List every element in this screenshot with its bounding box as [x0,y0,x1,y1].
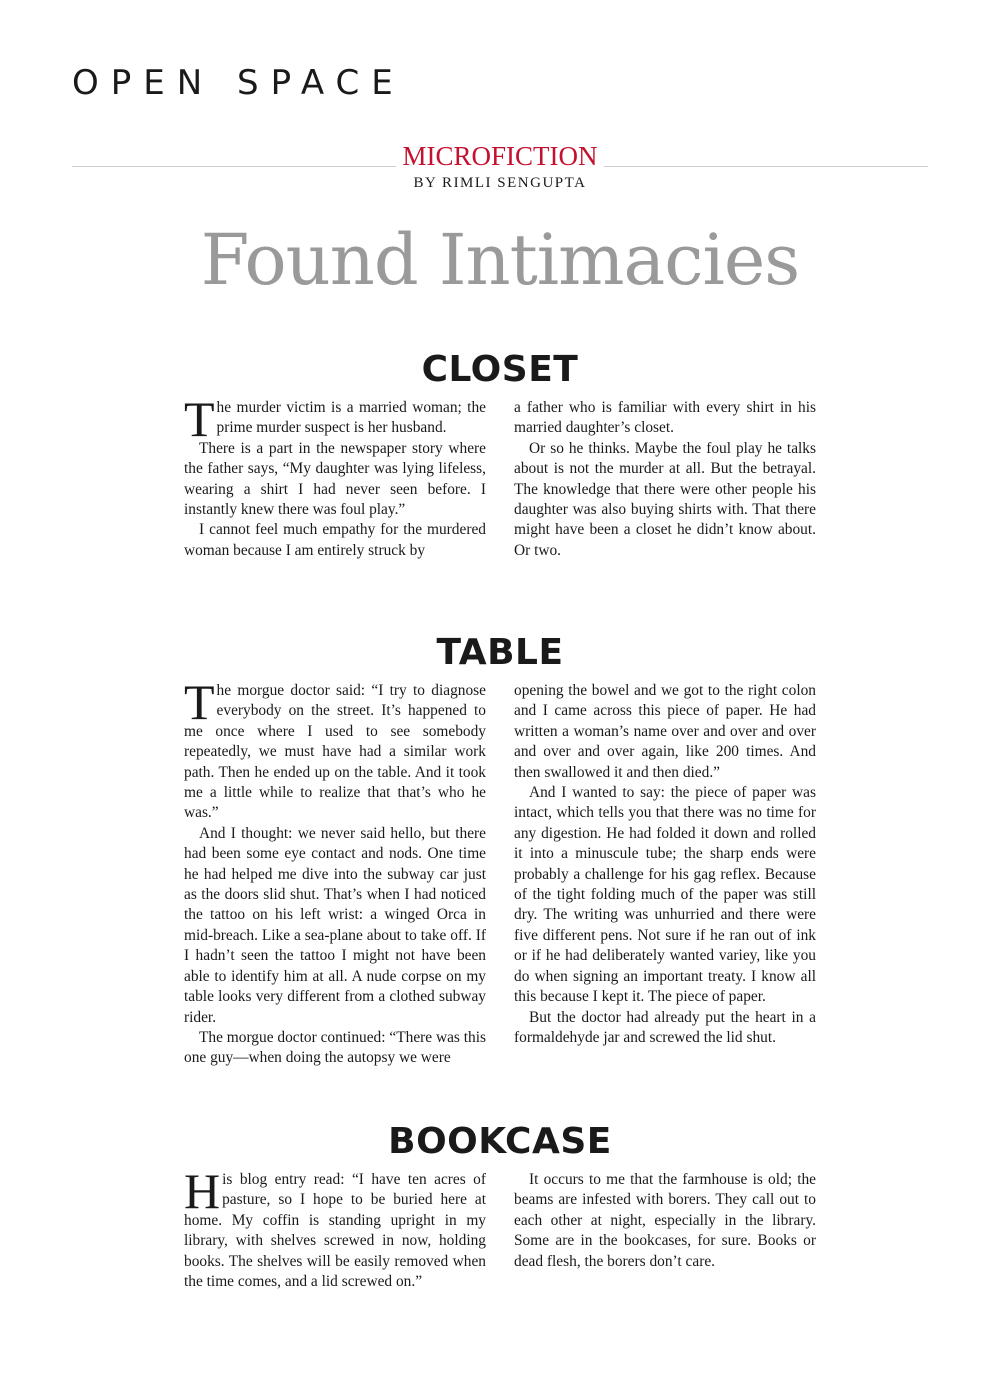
opening-paragraph [184,391,486,447]
paragraph-continued: a father who is familiar with every shirt in his married daughter’s closet. [514,399,816,437]
paragraph-text: is blog entry read: “I have ten acres of pasture, so I hope to be buried here at home. My coffin is standing upright in my library, with shelves screwed in now, holding books. The shelves will be easily removed when the time comes, and a lid screwed on.” [184,1171,486,1291]
drop-cap: T [184,391,215,447]
paragraph: And I wanted to say: the piece of paper was intact, which tells you that there was no time for any digestion. He had folded it down and rolled it into a minuscule tube; the sharp ends were probably a challenge for his gag reflex. Because of the tight folding much of the paper was still dry. The writing was unhurried and there were five different pens. Not sure if he ran out of ink or if he had deliberately wanted variey, like you do when signing an important treaty. I know all this because I kept it. The piece of paper. [514,784,816,1006]
paragraph: But the doctor had already put the heart in a formaldehyde jar and screwed the lid shut. [514,1008,816,1046]
section-heading-closet: CLOSET [421,349,579,390]
section-body-closet [184,391,816,561]
opening-paragraph [184,1163,486,1292]
paragraph: It occurs to me that the farmhouse is old; the beams are infested with borers. They call out to each other at night, especially in the library. Some are in the bookcases, for sure. Books or dead flesh, the borers don’t care. [514,1171,816,1270]
section-body-bookcase [184,1163,816,1292]
drop-cap: H [184,1163,221,1219]
paragraph: And I thought: we never said hello, but there had been some eye contact and nods. One time he had helped me dive into the subway car just as the doors slid shut. That’s when I had noticed the tattoo on his left wrist: a winged Orca in mid-breach. Like a sea-plane about to take off. If I hadn’t seen the tattoo I might not have been able to identify him at all. A nude corpse on my table looks very different from a clothed subway rider. [184,824,486,1026]
paragraph-continued: opening the bowel and we got to the right colon and I came across this piece of paper. He had written a woman’s name over and over and over and over and over again, like 200 times. And then swallowed it and then died.” [514,682,816,781]
drop-cap: T [184,674,215,730]
article-title: Found Intimacies [200,219,800,301]
paragraph: There is a part in the newspaper story where the father says, “My daughter was lying lifeless, wearing a shirt I had never seen before. I instantly knew there was foul play.” [184,439,486,519]
paragraph: I cannot feel much empathy for the murdered woman because I am entirely struck by [184,521,486,559]
column-right [514,1170,816,1292]
column-left [184,391,486,561]
paragraph-text: he morgue doctor said: “I try to diagnose everybody on the street. It’s happened to me once where I used to see somebody repeatedly, we must have had a similar work path. Then he ended up on the table. And it took me a little while to realize that that’s who he was.” [184,682,486,822]
kicker [0,143,1000,170]
section-masthead: OPEN SPACE [72,63,405,103]
column-right [514,681,816,1069]
section-heading-bookcase: BOOKCASE [388,1121,612,1162]
paragraph-text: he murder victim is a married woman; the prime murder suspect is her husband. [216,399,486,437]
kicker-label: MICROFICTION [396,141,603,171]
section-body-table [184,674,816,1069]
column-right [514,398,816,561]
paragraph: Or so he thinks. Maybe the foul play he talks about is not the murder at all. But the betrayal. The knowledge that there were other people his daughter was also buying shirts with. That there might have been a closet he didn’t know about. Or two. [514,439,816,559]
byline: BY RIMLI SENGUPTA [413,175,587,191]
section-heading-table: TABLE [436,632,564,673]
column-left [184,674,486,1069]
column-left [184,1163,486,1292]
opening-paragraph [184,674,486,824]
paragraph: The morgue doctor continued: “There was this one guy—when doing the autopsy we were [184,1028,486,1067]
